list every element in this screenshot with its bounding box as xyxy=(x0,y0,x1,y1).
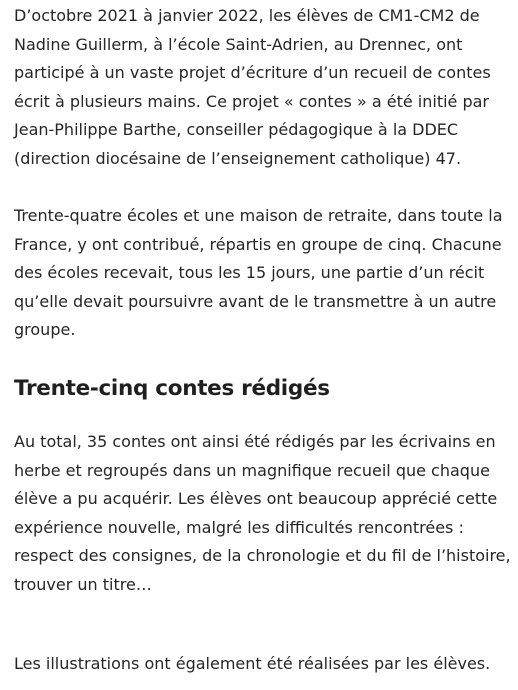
article-paragraph-intro: D’octobre 2021 à janvier 2022, les élèves de CM1-CM2 de Nadine Guillerm, à l’école Saint-Adrien, au Drennec, ont participé à un vaste projet d’écriture d’un recueil de contes écrit à plusieurs mains. Ce projet « contes » a été initié par Jean-Philippe Barthe, conseiller pédagogique à la DDEC (direction diocésaine de l’enseignement catholique) 47. xyxy=(14,6,491,168)
article-paragraph-illustrations: Les illustrations ont également été réalisées par les élèves. xyxy=(14,654,491,673)
article-paragraph-schools: Trente-quatre écoles et une maison de retraite, dans toute la France, y ont contribué, répartis en groupe de cinq. Chacune des écoles recevait, tous les 15 jours, une partie d’un récit qu’elle devait poursuivre avant de le transmettre à un autre groupe. xyxy=(14,206,503,340)
article-paragraph-total: Au total, 35 contes ont ainsi été rédigés par les écrivains en herbe et regroupés dans un magnifique recueil que chaque élève a pu acquérir. Les élèves ont beaucoup apprécié cette expérience nouvelle, malgré les difficultés rencontrées : respect des consignes, de la chronologie et du fil de l’histoire, trouver un titre… xyxy=(14,432,511,594)
section-heading: Trente-cinq contes rédigés xyxy=(14,376,330,401)
